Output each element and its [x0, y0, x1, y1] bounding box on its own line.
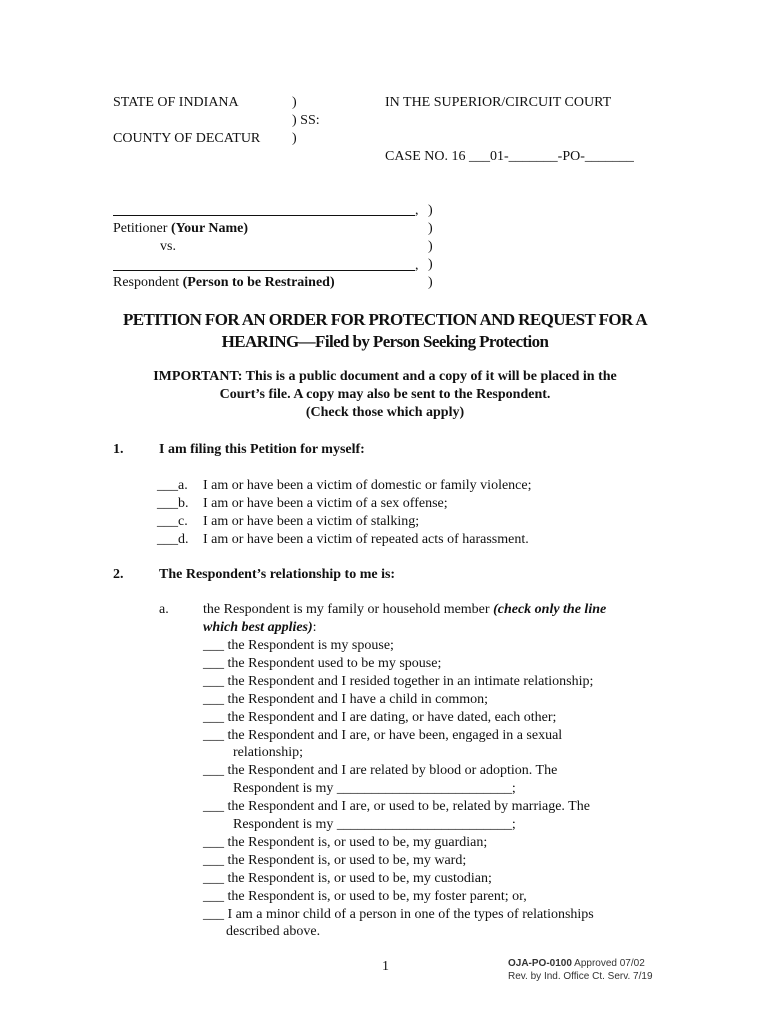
relationship-option[interactable]: ___ the Respondent is my spouse; [203, 638, 394, 653]
section-2-heading: The Respondent’s relationship to me is: [159, 567, 396, 582]
section-2-number: 2. [113, 567, 124, 582]
checkbox-blank[interactable]: ___a. [157, 478, 188, 493]
subsection-a-instruction-cont: which best applies) [203, 620, 313, 635]
section-1-number: 1. [113, 442, 124, 457]
respondent-name-line[interactable] [113, 270, 415, 271]
county-label: COUNTY OF DECATUR [113, 131, 261, 146]
document-title-line1: PETITION FOR AN ORDER FOR PROTECTION AND REQUEST FOR A [122, 310, 648, 329]
relationship-option[interactable]: ___ the Respondent and I are, or used to be, related by marriage. The [203, 799, 590, 815]
colon: : [312, 620, 317, 635]
petitioner-label [113, 220, 248, 238]
relationship-option[interactable]: ___ the Respondent is, or used to be, my custodian; [203, 870, 492, 886]
subsection-a-intro: the Respondent is my family or household member [203, 602, 494, 617]
petitioner-hint: (Your Name) [170, 221, 249, 236]
respondent-hint: (Person to be Restrained) [182, 275, 335, 290]
subsection-a-instruction: (check only the line [493, 602, 607, 617]
caption-paren: ) [292, 95, 297, 110]
relationship-option[interactable]: ___ the Respondent is, or used to be, my guardian; [203, 834, 488, 850]
relationship-option-cont: Respondent is my _________________________; [233, 817, 516, 832]
versus-label: vs. [160, 239, 176, 254]
relationship-option-cont: described above. [226, 924, 321, 940]
petitioner-name-line[interactable] [113, 215, 415, 216]
respondent-prefix: Respondent [113, 275, 183, 290]
state-label: STATE OF INDIANA [113, 95, 239, 110]
relationship-option[interactable]: ___ I am a minor child of a person in one of the types of relationships [203, 906, 594, 922]
parties-paren: ) [428, 239, 433, 254]
relationship-option-cont: relationship; [233, 745, 303, 761]
relationship-option[interactable]: ___ the Respondent and I are, or have been, engaged in a sexual [203, 727, 563, 743]
approval-date: Approved 07/02 [571, 958, 645, 969]
relationship-option-cont: Respondent is my _________________________; [233, 781, 516, 797]
option-text: I am or have been a victim of stalking; [203, 514, 420, 529]
ss-label: ) SS: [292, 113, 320, 128]
parties-paren: ) [428, 275, 433, 290]
subsection-a-text-cont [203, 619, 317, 637]
case-number: CASE NO. 16 ___01-_______-PO-_______ [385, 149, 634, 164]
checkbox-blank[interactable]: ___b. [157, 496, 189, 511]
important-notice-line1: IMPORTANT: This is a public document and a copy of it will be placed in the [153, 369, 617, 384]
relationship-option[interactable]: ___ the Respondent is, or used to be, my ward; [203, 852, 467, 868]
checkbox-blank[interactable]: ___c. [157, 514, 188, 529]
victim-option[interactable] [157, 513, 419, 531]
important-notice-line3: (Check those which apply) [305, 405, 465, 420]
form-id: OJA-PO-0100 [508, 958, 572, 969]
relationship-option[interactable]: ___ the Respondent and I are related by blood or adoption. The [203, 763, 558, 779]
option-text: I am or have been a victim of repeated acts of harassment. [203, 532, 529, 547]
relationship-option[interactable]: ___ the Respondent and I have a child in common; [203, 691, 488, 707]
caption-paren: ) [292, 131, 297, 146]
parties-paren: ) [428, 257, 433, 272]
subsection-a-label: a. [159, 602, 169, 617]
relationship-option[interactable]: ___ the Respondent is, or used to be, my foster parent; or, [203, 888, 527, 904]
parties-paren: ) [428, 221, 433, 236]
relationship-option[interactable]: ___ the Respondent and I are dating, or have dated, each other; [203, 709, 557, 725]
relationship-option[interactable]: ___ the Respondent and I resided together in an intimate relationship; [203, 673, 594, 689]
parties-paren: ) [428, 203, 433, 218]
victim-option[interactable] [157, 531, 529, 549]
petitioner-prefix: Petitioner [113, 221, 171, 236]
court-label: IN THE SUPERIOR/CIRCUIT COURT [385, 95, 612, 110]
document-title-line2: HEARING—Filed by Person Seeking Protection [221, 332, 549, 351]
option-text: I am or have been a victim of domestic or family violence; [203, 478, 532, 493]
comma: , [415, 258, 419, 273]
section-1-heading: I am filing this Petition for myself: [159, 442, 365, 457]
subsection-a-text [203, 601, 606, 619]
checkbox-blank[interactable]: ___d. [157, 532, 189, 547]
victim-option[interactable] [157, 495, 448, 513]
important-notice-line2: Court’s file. A copy may also be sent to the Respondent. [219, 387, 551, 402]
form-approval [508, 958, 645, 970]
relationship-option[interactable]: ___ the Respondent used to be my spouse; [203, 655, 442, 671]
comma: , [415, 203, 419, 218]
victim-option[interactable] [157, 477, 532, 495]
form-revision: Rev. by Ind. Office Ct. Serv. 7/19 [508, 971, 653, 982]
page-number: 1 [382, 959, 389, 974]
respondent-label [113, 274, 335, 292]
option-text: I am or have been a victim of a sex offense; [203, 496, 448, 511]
